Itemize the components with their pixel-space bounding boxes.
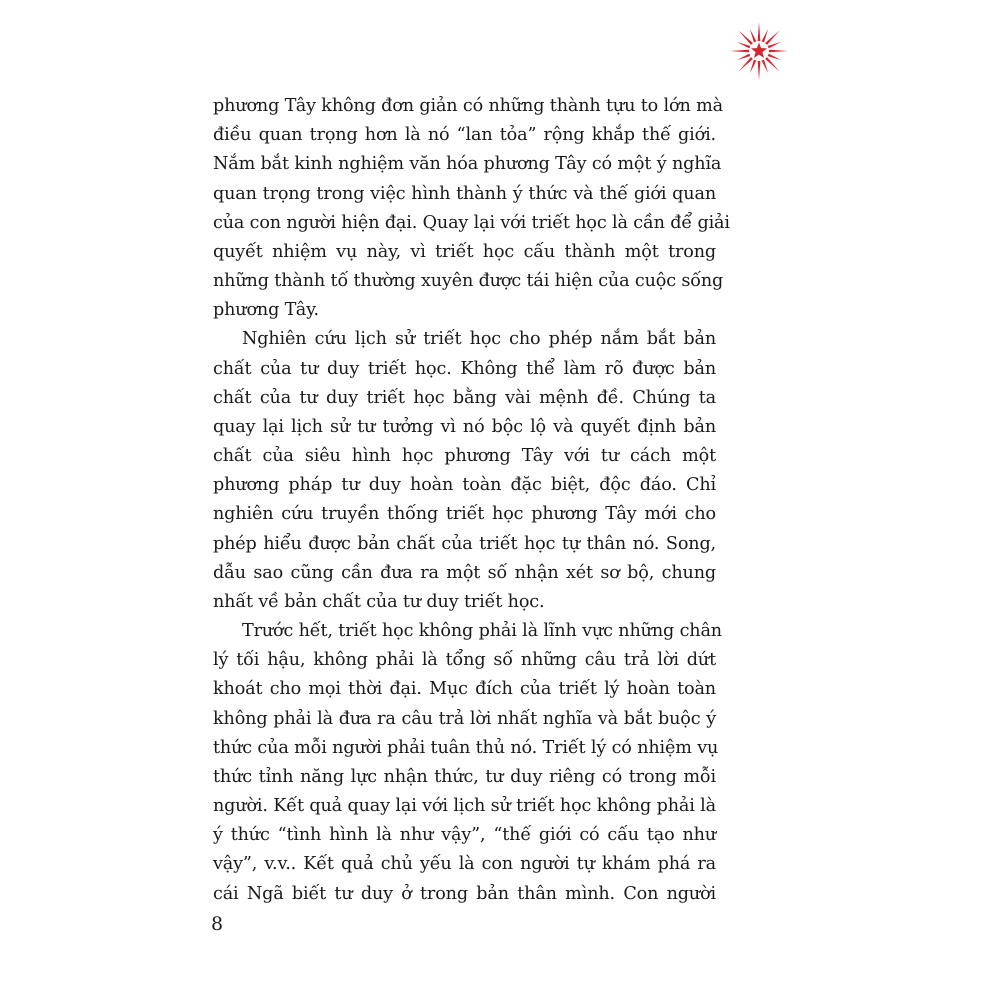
- text-line: của con người hiện đại. Quay lại với triết học là cần để giải: [213, 212, 730, 233]
- text-line: Trước hết, triết học không phải là lĩnh vực những chân: [242, 621, 722, 642]
- text-line: quay lại lịch sử tư tưởng vì nó bộc lộ và quyết định bản: [213, 416, 716, 437]
- text-line: thức tỉnh năng lực nhận thức, tư duy riêng có trong mỗi: [213, 766, 716, 787]
- text-line: nghiên cứu truyền thống triết học phương Tây mới cho: [213, 504, 716, 525]
- text-line: quan trọng trong việc hình thành ý thức và thế giới quan: [213, 183, 716, 204]
- text-line: người. Kết quả quay lại với lịch sử triết học không phải là: [213, 796, 716, 817]
- text-line: chất của tư duy triết học bằng vài mệnh đề. Chúng ta: [213, 387, 716, 408]
- text-line: khoát cho mọi thời đại. Mục đích của triết lý hoàn toàn: [213, 679, 716, 700]
- text-line: nhất về bản chất của tư duy triết học.: [213, 591, 545, 612]
- page-number: 8: [211, 913, 224, 935]
- text-line: vậy”, v.v.. Kết quả chủ yếu là con người tự khám phá ra: [213, 854, 716, 875]
- text-line: chất của siêu hình học phương Tây với tư cách một: [213, 446, 716, 467]
- text-line: điều quan trọng hơn là nó “lan tỏa” rộng khắp thế giới.: [213, 125, 716, 146]
- body-text: [213, 92, 730, 909]
- text-line: phép hiểu được bản chất của triết học tự thân nó. Song,: [213, 533, 716, 554]
- text-line: dẫu sao cũng cần đưa ra một số nhận xét sơ bộ, chung: [213, 562, 716, 583]
- text-line: ý thức “tình hình là như vậy”, “thế giới có cấu tạo như: [213, 825, 716, 846]
- red-star-rosette-logo-icon: [728, 20, 790, 82]
- text-line: quyết nhiệm vụ này, vì triết học cấu thành một trong: [213, 241, 716, 262]
- text-line: phương Tây.: [213, 300, 319, 321]
- text-line: thức của mỗi người phải tuân thủ nó. Triết lý có nhiệm vụ: [213, 737, 719, 758]
- text-line: cái Ngã biết tư duy ở trong bản thân mình. Con người: [213, 883, 716, 904]
- text-line: Nghiên cứu lịch sử triết học cho phép nắm bắt bản: [242, 329, 716, 350]
- text-line: lý tối hậu, không phải là tổng số những câu trả lời dứt: [213, 650, 716, 671]
- text-line: không phải là đưa ra câu trả lời nhất nghĩa và bắt buộc ý: [213, 708, 716, 729]
- text-line: phương pháp tư duy hoàn toàn đặc biệt, độc đáo. Chỉ: [213, 475, 716, 496]
- text-line: phương Tây không đơn giản có những thành tựu to lớn mà: [213, 96, 723, 116]
- text-line: chất của tư duy triết học. Không thể làm rõ được bản: [213, 358, 716, 379]
- text-line: những thành tố thường xuyên được tái hiện của cuộc sống: [213, 271, 724, 292]
- text-line: Nắm bắt kinh nghiệm văn hóa phương Tây có một ý nghĩa: [213, 154, 722, 175]
